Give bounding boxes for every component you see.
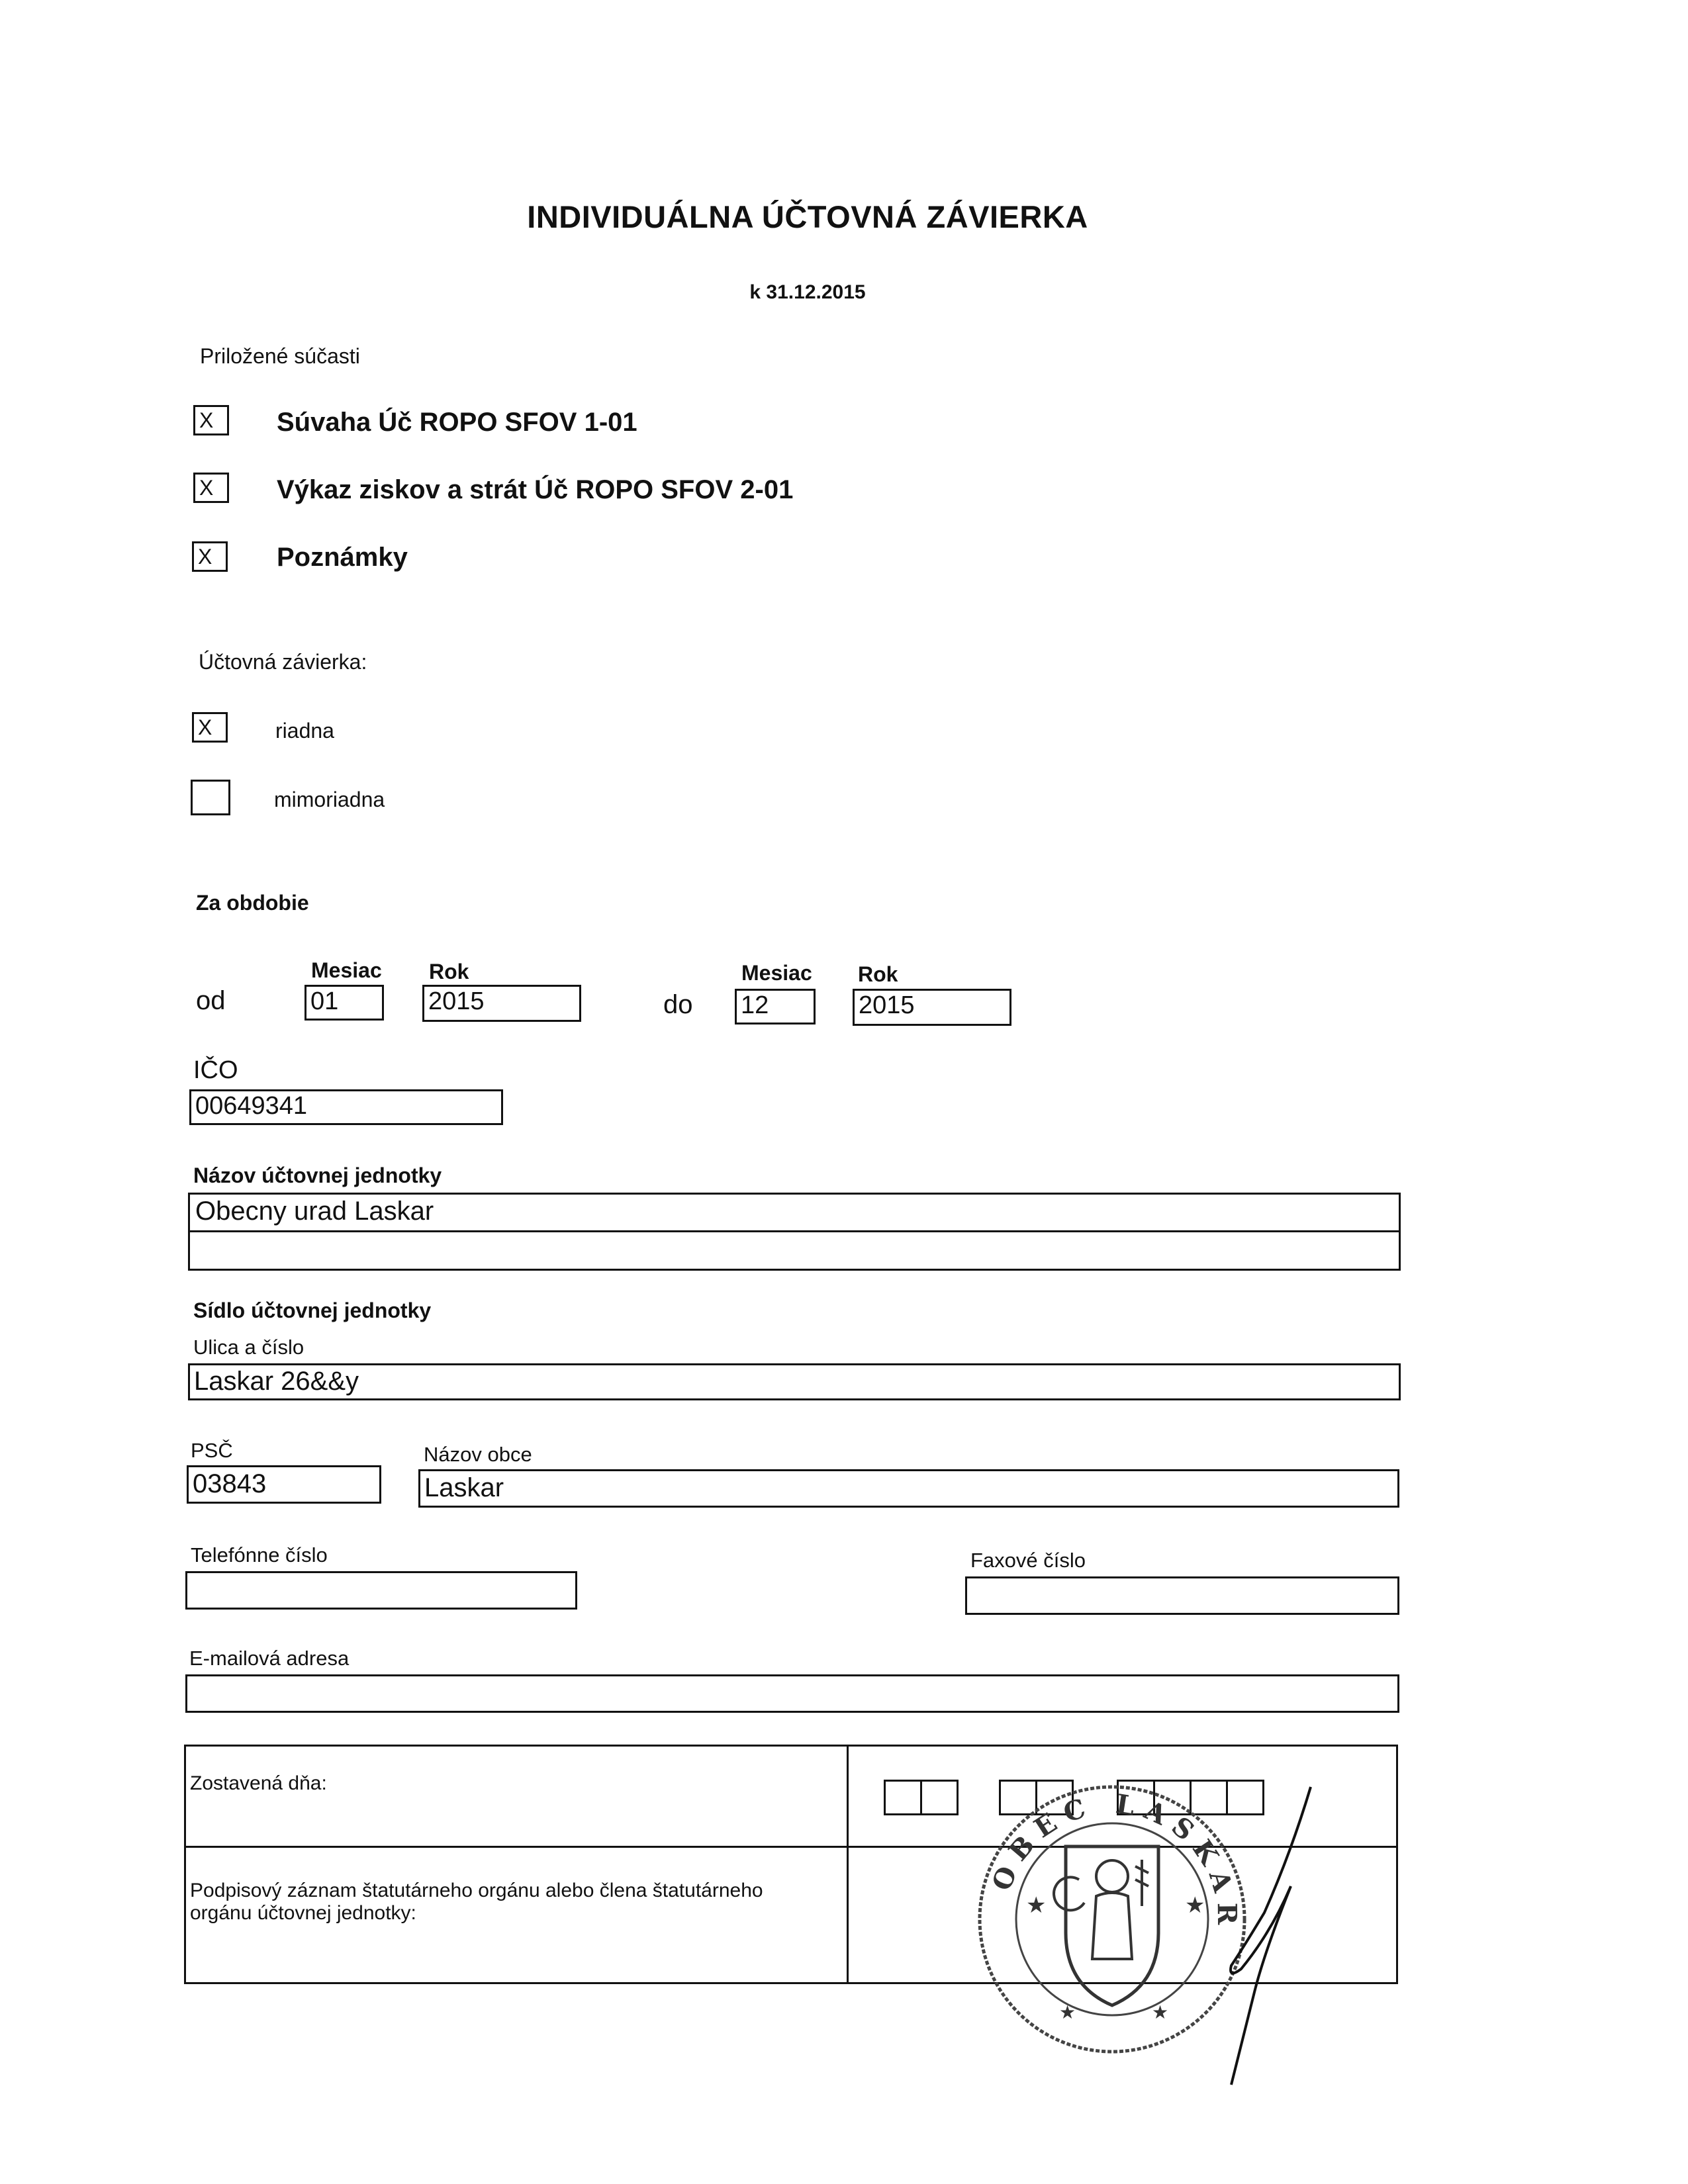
to-month-label: Mesiac	[741, 961, 812, 985]
attachment-label-balance: Súvaha Úč ROPO SFOV 1-01	[277, 408, 637, 437]
to-label: do	[663, 990, 693, 1019]
svg-text:★: ★	[1185, 1892, 1205, 1919]
psc-label: PSČ	[191, 1439, 233, 1462]
svg-text:OBEC LASKAR: OBEC LASKAR	[986, 1788, 1243, 1934]
from-year-field[interactable]: 2015	[422, 985, 581, 1022]
period-label: Za obdobie	[196, 891, 309, 915]
signature-label-line2: orgánu účtovnej jednotky:	[190, 1902, 416, 1924]
from-month-label: Mesiac	[311, 958, 382, 982]
psc-field[interactable]: 03843	[187, 1465, 381, 1504]
street-label: Ulica a číslo	[193, 1336, 305, 1359]
statement-type-checkbox-extraordinary[interactable]	[191, 780, 230, 815]
entity-name-line2[interactable]	[190, 1232, 1399, 1268]
signature-label-line1: Podpisový záznam štatutárneho orgánu alebo člena štatutárneho	[190, 1880, 763, 1901]
compiled-date-label: Zostavená dňa:	[190, 1772, 327, 1794]
table-column-divider	[847, 1747, 849, 1982]
from-month-field[interactable]: 01	[305, 985, 384, 1021]
email-label: E-mailová adresa	[189, 1647, 350, 1670]
svg-text:★: ★	[1059, 2001, 1076, 2023]
phone-label: Telefónne číslo	[191, 1543, 328, 1567]
attachment-label-notes: Poznámky	[277, 543, 408, 572]
attachment-checkbox-income[interactable]: X	[193, 473, 229, 503]
to-year-field[interactable]: 2015	[853, 989, 1011, 1026]
ico-label: IČO	[193, 1056, 238, 1084]
attachment-checkbox-balance[interactable]: X	[193, 405, 229, 435]
document-date: k 31.12.2015	[749, 281, 866, 303]
attachment-checkbox-notes[interactable]: X	[192, 541, 228, 572]
date-box[interactable]	[920, 1780, 959, 1815]
phone-field[interactable]	[185, 1571, 577, 1610]
attachments-label: Priložené súčasti	[200, 344, 360, 368]
fax-field[interactable]	[965, 1576, 1399, 1615]
statement-type-checkbox-regular[interactable]: X	[192, 712, 228, 743]
svg-text:★: ★	[1026, 1892, 1047, 1919]
svg-text:★: ★	[1152, 2001, 1169, 2023]
attachment-label-income: Výkaz ziskov a strát Úč ROPO SFOV 2-01	[277, 475, 794, 504]
compiled-day-boxes[interactable]	[884, 1780, 959, 1815]
email-field[interactable]	[185, 1674, 1399, 1713]
to-month-field[interactable]: 12	[735, 989, 816, 1024]
entity-name-box	[188, 1193, 1401, 1271]
date-box[interactable]	[884, 1780, 922, 1815]
from-year-label: Rok	[429, 960, 469, 983]
fax-label: Faxové číslo	[970, 1549, 1086, 1572]
street-field[interactable]: Laskar 26&&y	[188, 1363, 1401, 1400]
document-title: INDIVIDUÁLNA ÚČTOVNÁ ZÁVIERKA	[527, 199, 1088, 234]
handwritten-signature-icon	[1192, 1780, 1324, 2091]
to-year-label: Rok	[858, 962, 898, 986]
statement-type-label-extraordinary: mimoriadna	[274, 788, 385, 811]
city-field[interactable]: Laskar	[418, 1469, 1399, 1508]
statement-type-label-regular: riadna	[275, 719, 334, 743]
statement-type-label: Účtovná závierka:	[199, 650, 367, 674]
address-section-label: Sídlo účtovnej jednotky	[193, 1298, 432, 1322]
from-label: od	[196, 986, 226, 1015]
entity-name-line1[interactable]: Obecny urad Laskar	[190, 1195, 1399, 1232]
entity-name-label: Názov účtovnej jednotky	[193, 1163, 442, 1187]
ico-field[interactable]: 00649341	[189, 1089, 503, 1125]
city-label: Názov obce	[424, 1443, 532, 1466]
